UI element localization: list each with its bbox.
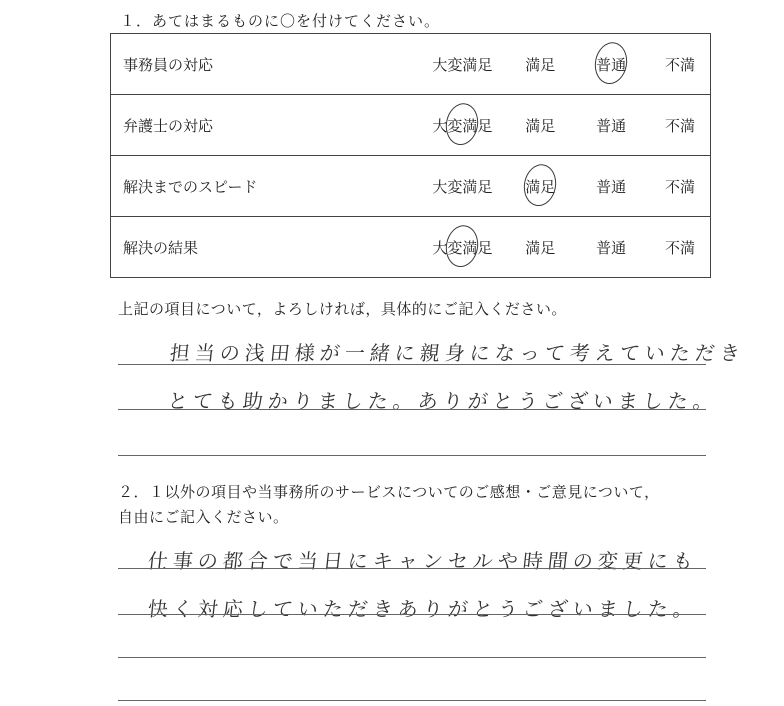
- comment-prompt-1: 上記の項目について，よろしければ，具体的にご記入ください。: [118, 300, 567, 318]
- option-satisfied[interactable]: 満足: [525, 116, 556, 135]
- writing-line: [118, 409, 706, 410]
- option-dissatisfied[interactable]: 不満: [665, 177, 696, 196]
- row-label: 解決の結果: [111, 217, 417, 278]
- writing-line: [118, 455, 706, 456]
- option-dissatisfied[interactable]: 不満: [665, 238, 696, 257]
- row-label: 弁護士の対応: [111, 95, 417, 156]
- option-average[interactable]: 普通: [596, 177, 627, 196]
- handwritten-line: 仕事の都合で当日にキャンセルや時間の変更にも: [146, 549, 700, 573]
- option-very-satisfied[interactable]: 大変満足: [432, 55, 493, 74]
- handwritten-line: 快く対応していただきありがとうございました。: [146, 597, 700, 621]
- option-very-satisfied[interactable]: 大変満足: [432, 177, 493, 196]
- table-row: [111, 95, 711, 156]
- table-row: [111, 34, 711, 95]
- table-row: [111, 156, 711, 217]
- option-average[interactable]: 普通: [596, 54, 626, 75]
- writing-line: [118, 364, 706, 365]
- writing-line: [118, 568, 706, 569]
- writing-line: [118, 614, 706, 615]
- table-row: [111, 217, 711, 278]
- handwritten-line: 担当の浅田様が一緒に親身になって考えていただき: [168, 341, 747, 365]
- option-very-satisfied[interactable]: 大変満足: [432, 237, 492, 258]
- option-satisfied[interactable]: 満足: [525, 55, 556, 74]
- option-average[interactable]: 普通: [596, 116, 627, 135]
- satisfaction-table: [110, 33, 711, 278]
- option-satisfied[interactable]: 満足: [525, 238, 556, 257]
- writing-line: [118, 700, 706, 701]
- row-label: 事務員の対応: [123, 55, 214, 74]
- option-very-satisfied[interactable]: 大変満足: [432, 115, 492, 136]
- writing-line: [118, 657, 706, 658]
- question-2-subheading: 自由にご記入ください。: [118, 508, 289, 526]
- question-1-heading: １．あてはまるものに〇を付けてください。: [120, 12, 441, 30]
- handwritten-line: とても助かりました。ありがとうございました。: [166, 389, 720, 413]
- option-dissatisfied[interactable]: 不満: [665, 55, 696, 74]
- option-average[interactable]: 普通: [596, 238, 627, 257]
- option-dissatisfied[interactable]: 不満: [665, 116, 696, 135]
- row-label: 解決までのスピード: [111, 156, 417, 217]
- question-2-heading: ２．１以外の項目や当事務所のサービスについてのご感想・ご意見について，: [118, 483, 660, 501]
- option-satisfied[interactable]: 満足: [525, 176, 555, 197]
